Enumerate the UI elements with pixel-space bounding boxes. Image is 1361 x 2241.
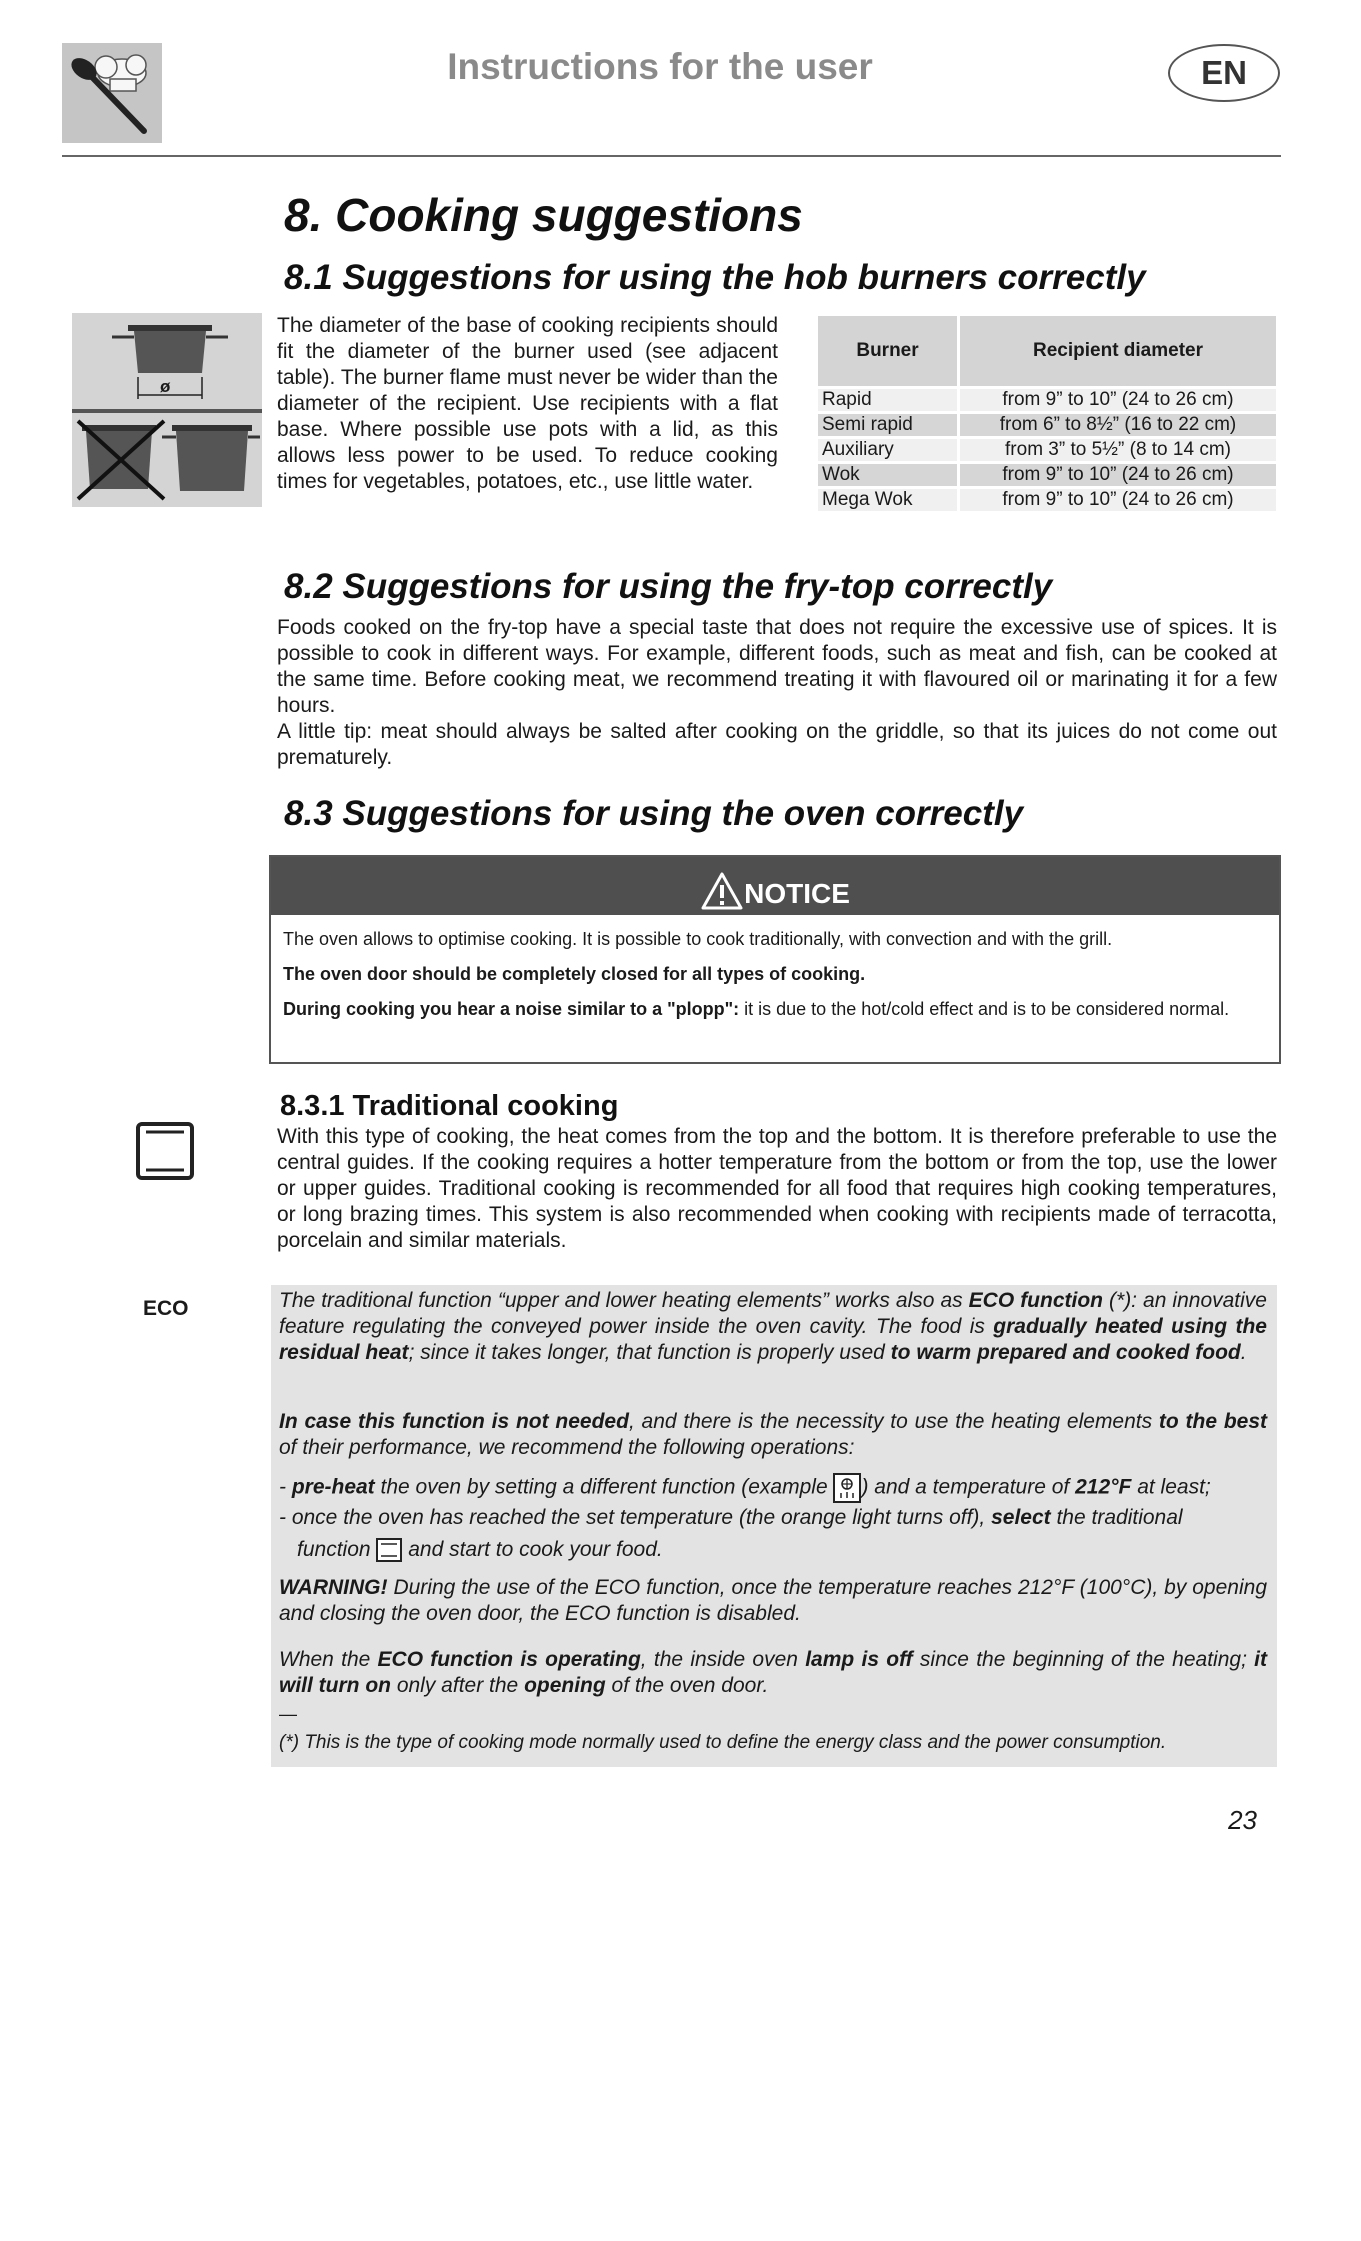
burner-diameter-table [815,313,1279,514]
fry-top-tip: A little tip: meat should always be salted after cooking on the griddle, so that its juices do not come out prematurely. [277,720,1277,769]
eco-text-bold: In case this function is not needed [279,1410,629,1433]
notice-line-1: The oven allows to optimise cooking. It is possible to cook traditionally, with convection and with the grill. [283,929,1113,949]
upper-lower-heat-icon [136,1122,194,1180]
eco-text: of the oven door. [605,1674,769,1697]
eco-text: When the [279,1648,378,1671]
eco-bullet-2 [279,1505,1267,1531]
recipient-diameter: from 3” to 5½” (8 to 14 cm) [960,439,1276,461]
eco-paragraph-1 [279,1288,1267,1366]
notice-header [271,857,1279,915]
table-row [818,439,1276,461]
eco-text: the oven by setting a different function (example [374,1475,834,1499]
notice-box [269,855,1281,1064]
table-header-burner: Burner [818,316,957,386]
table-row [818,414,1276,436]
eco-function-box [271,1285,1277,1767]
table-row [818,464,1276,486]
eco-text: function [297,1538,377,1561]
eco-text-bold: pre-heat [291,1475,375,1499]
eco-text-bold: ECO function is operating [377,1648,641,1671]
notice-line-3-rest: it is due to the hot/cold effect and is to be considered normal. [739,999,1230,1019]
eco-text: The traditional function “upper and lower heating elements” works also as [279,1289,969,1312]
eco-text-bold: ECO function [968,1289,1103,1312]
eco-text: - [279,1475,292,1499]
eco-text: of their performance, we recommend the following operations: [279,1436,855,1459]
eco-bullet-2-cont [297,1537,1267,1563]
pot-on-burner-icon [72,313,262,507]
notice-title: NOTICE [744,878,850,909]
diameter-symbol: ø [160,377,171,396]
burner-name: Mega Wok [818,489,957,511]
eco-text: ) and a temperature of [861,1475,1076,1499]
burner-pot-diagram [72,313,262,507]
eco-operating-note [279,1647,1267,1699]
eco-text: (*): an innovative feature regulating the conveyed power inside the oven cavity. The food is [279,1289,1267,1338]
eco-text-bold: opening [524,1674,606,1697]
eco-text: , and there is the necessity to use the heating elements [628,1410,1159,1433]
section-8-title: 8. Cooking suggestions [284,189,803,241]
section-8-3-title: 8.3 Suggestions for using the oven correctly [284,794,1024,833]
burner-name: Auxiliary [818,439,957,461]
eco-text: since the beginning of the heating; [912,1648,1255,1671]
eco-text-bold: 212°F [1075,1475,1132,1499]
eco-bullet-1 [279,1473,1267,1503]
eco-label: ECO [143,1297,189,1320]
burner-name: Semi rapid [818,414,957,436]
eco-paragraph-2 [279,1409,1267,1461]
fan-function-icon [833,1473,861,1503]
eco-text: ; since it takes longer, that function is properly used [408,1341,891,1364]
eco-text-bold: select [991,1506,1051,1529]
notice-line-2: The oven door should be completely closed for all types of cooking. [283,964,866,984]
table-header-diameter: Recipient diameter [960,316,1276,386]
recipient-diameter: from 9” to 10” (24 to 26 cm) [960,464,1276,486]
eco-text: only after the [390,1674,525,1697]
recipient-diameter: from 6” to 8½” (16 to 22 cm) [960,414,1276,436]
eco-text-bold: to the best [1158,1410,1267,1433]
eco-text-bold: lamp is off [805,1648,913,1671]
header-title: Instructions for the user [447,46,873,87]
eco-text: - once the oven has reached the set temperature (the orange light turns off), [279,1506,992,1529]
recipient-diameter: from 9” to 10” (24 to 26 cm) [960,389,1276,411]
header-divider [62,155,1281,157]
notice-heading [271,871,1279,911]
section-8-2-text [277,615,1277,771]
eco-text-bold: it will turn on [279,1648,1267,1697]
eco-text: at least; [1131,1475,1211,1499]
table-row [818,489,1276,511]
eco-text: , the inside oven [640,1648,806,1671]
eco-footnote: (*) This is the type of cooking mode normally used to define the energy class and the power consumption. [279,1732,1167,1753]
table-row [818,389,1276,411]
oven-traditional-icon [136,1122,194,1180]
eco-text-bold: gradually heated using the residual heat [279,1315,1267,1364]
section-8-1-title: 8.1 Suggestions for using the hob burners correctly [284,258,1146,297]
eco-text: the traditional [1050,1506,1183,1529]
recipient-diameter: from 9” to 10” (24 to 26 cm) [960,489,1276,511]
section-8-3-1-title: 8.3.1 Traditional cooking [280,1090,619,1122]
section-8-1-text: The diameter of the base of cooking recipients should fit the diameter of the burner used (see adjacent table). The burner flame must never be wider than the diameter of the recipient. Use recipients with a flat base. Where possible use pots with a lid, as this allows less power to be used. To reduce cooking times for vegetables, potatoes, etc., use little water. [277,314,778,493]
page-number: 23 [1228,1805,1257,1835]
traditional-function-icon [376,1538,402,1562]
footnote-separator: — [279,1704,297,1724]
burner-name: Wok [818,464,957,486]
eco-text: and start to cook your food. [402,1538,663,1561]
warning-triangle-icon [700,871,744,911]
eco-text-bold: WARNING! [279,1576,388,1599]
language-badge: EN [1168,44,1280,102]
notice-line-3-bold: During cooking you hear a noise similar to a "plopp": [283,999,740,1019]
eco-warning [279,1575,1267,1627]
eco-text-bold: to warm prepared and cooked food [890,1341,1241,1364]
notice-line-3 [283,997,1267,1021]
section-8-2-title: 8.2 Suggestions for using the fry-top correctly [284,567,1053,606]
eco-text: . [1240,1341,1247,1364]
eco-text: During the use of the ECO function, once the temperature reaches 212°F (100°C), by opening and closing the oven door, the ECO function is disabled. [279,1576,1267,1625]
section-8-3-1-text: With this type of cooking, the heat comes from the top and the bottom. It is therefore preferable to use the central guides. If the cooking requires a hotter temperature from the bottom or from the top, use the lower or upper guides. Traditional cooking is recommended for all food that requires high cooking temperatures, or long brazing times. This system is also recommended when cooking with recipients made of terracotta, porcelain and similar materials. [277,1125,1277,1252]
fry-top-paragraph: Foods cooked on the fry-top have a special taste that does not require the excessive use of spices. It is possible to cook in different ways. For example, different foods, such as meat and fish, can be cooked at the same time. Before cooking meat, we recommend treating it with flavoured oil or marinating it for a few hours. [277,616,1277,717]
burner-name: Rapid [818,389,957,411]
